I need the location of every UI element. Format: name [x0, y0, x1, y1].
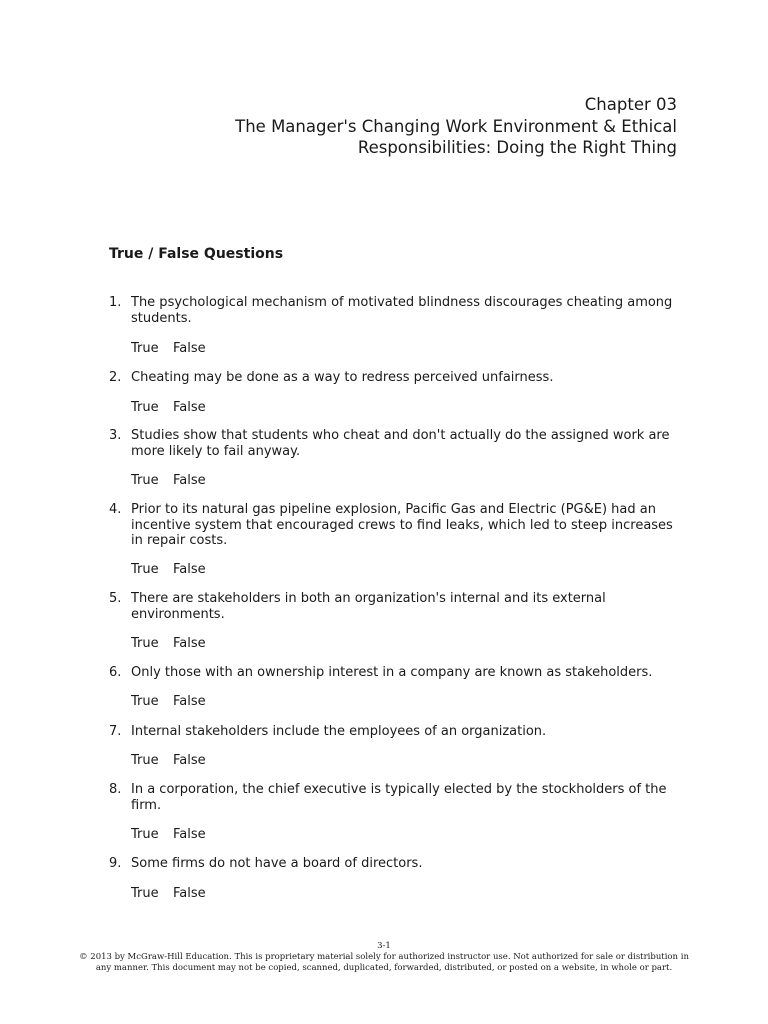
false-option: False	[173, 473, 206, 488]
section-title: True / False Questions	[109, 246, 284, 262]
false-option: False	[173, 694, 206, 709]
question-number: 8.	[109, 782, 122, 797]
question-number: 4.	[109, 502, 122, 517]
question-text: In a corporation, the chief executive is typically elected by the stockholders of the firm.	[131, 782, 667, 813]
question-item	[109, 428, 684, 459]
true-option: True	[131, 341, 159, 356]
question-number: 3.	[109, 428, 122, 443]
question-text: Cheating may be done as a way to redress perceived unfairness.	[131, 370, 554, 385]
question-number: 5.	[109, 591, 122, 606]
true-false-options	[131, 562, 206, 577]
chapter-header	[117, 94, 677, 159]
copyright-line-2: any manner. This document may not be copied, scanned, duplicated, forwarded, distributed, or posted on a website, in whole or part.	[95, 963, 673, 973]
question-text: Studies show that students who cheat and don't actually do the assigned work are more likely to fail anyway.	[131, 428, 670, 459]
true-option: True	[131, 886, 159, 901]
true-false-options	[131, 473, 206, 488]
page-number: 3-1	[377, 941, 391, 951]
false-option: False	[173, 400, 206, 415]
chapter-number: Chapter 03	[584, 95, 677, 114]
true-false-options	[131, 341, 206, 356]
true-option: True	[131, 694, 159, 709]
question-text: There are stakeholders in both an organization's internal and its external environments.	[131, 591, 606, 622]
true-false-options	[131, 886, 206, 901]
question-number: 9.	[109, 856, 122, 871]
true-option: True	[131, 473, 159, 488]
question-text: Only those with an ownership interest in a company are known as stakeholders.	[131, 665, 653, 680]
question-number: 1.	[109, 295, 122, 310]
question-item	[109, 591, 684, 622]
question-item	[109, 370, 684, 386]
true-false-options	[131, 400, 206, 415]
question-number: 7.	[109, 724, 122, 739]
false-option: False	[173, 636, 206, 651]
question-text: Internal stakeholders include the employees of an organization.	[131, 724, 547, 739]
true-false-options	[131, 636, 206, 651]
question-item	[109, 856, 684, 872]
true-option: True	[131, 400, 159, 415]
true-option: True	[131, 827, 159, 842]
chapter-title-line-1: The Manager's Changing Work Environment & Ethical	[235, 116, 677, 136]
true-false-options	[131, 827, 206, 842]
page-footer	[0, 941, 768, 974]
true-false-options	[131, 753, 206, 768]
chapter-title-line-2: Responsibilities: Doing the Right Thing	[357, 138, 677, 157]
true-option: True	[131, 562, 159, 577]
false-option: False	[173, 562, 206, 577]
question-item	[109, 782, 684, 813]
true-option: True	[131, 753, 159, 768]
question-number: 2.	[109, 370, 122, 385]
question-item	[109, 295, 684, 326]
false-option: False	[173, 753, 206, 768]
question-number: 6.	[109, 665, 122, 680]
false-option: False	[173, 886, 206, 901]
copyright-line-1: © 2013 by McGraw-Hill Education. This is proprietary material solely for authorized instructor use. Not authorized for sale or distribution in	[79, 952, 689, 962]
false-option: False	[173, 827, 206, 842]
true-false-options	[131, 694, 206, 709]
question-item	[109, 665, 684, 681]
question-item	[109, 724, 684, 740]
question-item	[109, 502, 684, 549]
question-text: Prior to its natural gas pipeline explosion, Pacific Gas and Electric (PG&E) had an incentive system that encouraged crews to find leaks, which led to steep increases in repair costs.	[131, 502, 673, 548]
true-option: True	[131, 636, 159, 651]
false-option: False	[173, 341, 206, 356]
question-text: The psychological mechanism of motivated blindness discourages cheating among students.	[131, 295, 673, 326]
question-text: Some firms do not have a board of directors.	[131, 856, 423, 871]
